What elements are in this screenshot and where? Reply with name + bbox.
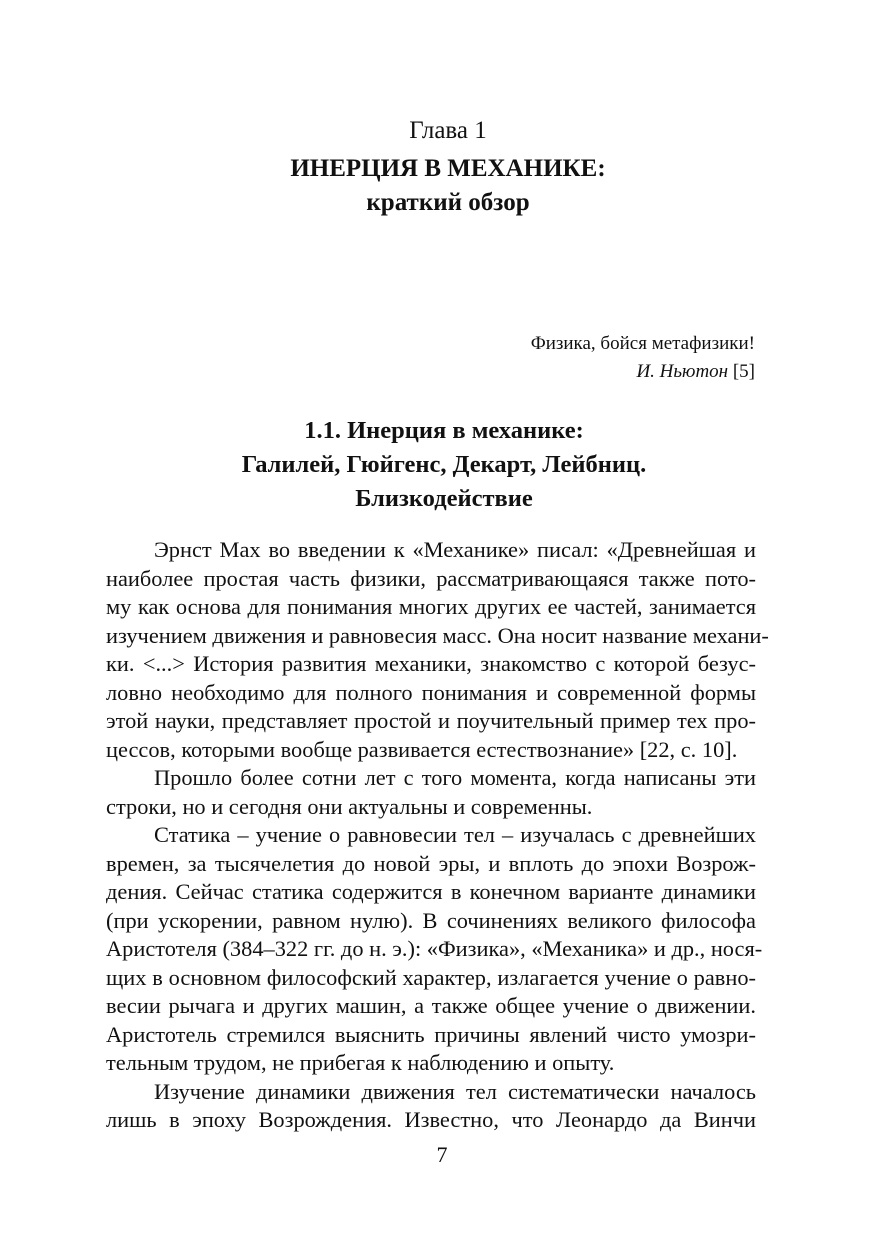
epigraph-author: И. Ньютон [636,361,729,382]
body-text [106,536,769,1135]
paragraph [106,821,763,1078]
text-line: времен, за тысячелетия до новой эры, и вплоть до эпохи Возрож- [106,850,756,876]
text-line: Аристотель стремился выяснить причины явлений чисто умозри- [106,1021,756,1047]
text-line: этой науки, представляет простой и поучительный пример тех про- [106,708,756,733]
text-line: изучением движения и равновесия масс. Она носит название механи- [106,622,769,648]
text-line: Аристотеля (384–322 гг. до н. э.): «Физика», «Механика» и др., нося- [106,936,763,961]
text-line: Статика – учение о равновесии тел – изучалась с древнейших [154,822,756,847]
epigraph-quote: Физика, бойся метафизики! [530,333,755,354]
chapter-subtitle: краткий обзор [366,189,530,216]
section-heading-line: Близкодействие [355,485,533,512]
epigraph [531,330,755,386]
page-number: 7 [436,1142,448,1167]
section-heading-line: 1.1. Инерция в механике: [304,417,584,444]
text-line: дения. Сейчас статика содержится в конечном варианте динамики [106,879,756,904]
text-line: щих в основном философский характер, излагается учение о равно- [106,964,756,990]
text-line: тельным трудом, не прибегая к наблюдению и опыту. [106,1050,615,1075]
text-line: му как основа для понимания многих других ее частей, занимается [106,594,756,619]
text-line: наиболее простая часть физики, рассматривающаяся также пото- [106,565,756,591]
paragraph [106,1078,756,1135]
chapter-title: ИНЕРЦИЯ В МЕХАНИКЕ: [290,155,606,182]
text-line: ки. <...> История развития механики, знакомство с которой безус- [106,651,756,676]
text-line: лишь в эпоху Возрождения. Известно, что Леонардо да Винчи [106,1107,756,1132]
text-line: Прошло более сотни лет с того момента, когда написаны эти [154,765,756,790]
paragraph [106,764,756,821]
text-line: Изучение динамики движения тел систематически началось [154,1078,756,1104]
section-heading-line: Галилей, Гюйгенс, Декарт, Лейбниц. [241,451,647,478]
text-line: цессов, которыми вообще развивается естествознание» [22, с. 10]. [106,736,738,762]
paragraph [106,536,769,764]
text-line: строки, но и сегодня они актуальны и современны. [106,793,593,819]
section-heading [12,414,876,516]
text-line: ловно необходимо для полного понимания и современной формы [106,679,756,705]
epigraph-attribution [531,358,755,386]
chapter-label: Глава 1 [409,117,487,144]
text-line: (при ускорении, равном нулю). В сочинениях великого философа [106,907,756,933]
text-line: Эрнст Мах во введении к «Механике» писал: «Древнейшая и [154,537,756,562]
epigraph-reference: [5] [728,361,755,382]
text-line: весии рычага и других машин, а также общее учение о движении. [106,993,756,1018]
